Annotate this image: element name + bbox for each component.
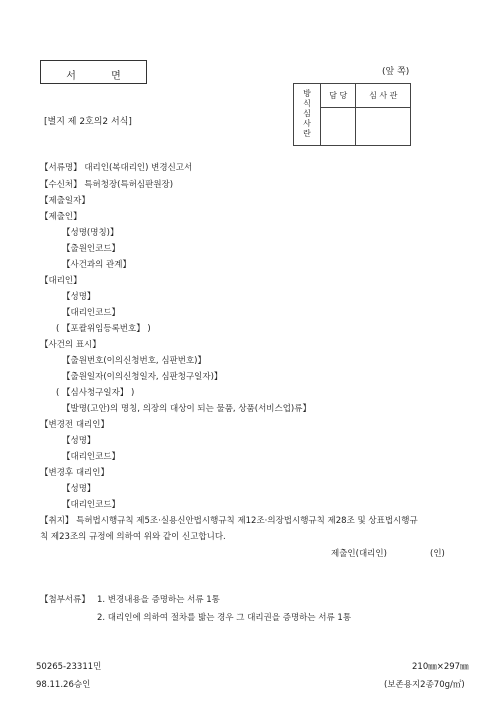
paper-size: 210㎜×297㎜ — [412, 662, 469, 672]
purpose-line-2: 칙 제23조의 규정에 의하여 위와 같이 신고합니다. — [40, 532, 226, 542]
line-invention-title: 【발명(고안)의 명칭, 의장의 대상이 되는 물품, 상품(서비스업)류】 — [62, 404, 311, 414]
approval-col2-header: 심 사 관 — [356, 84, 411, 108]
approval-method-label: 방식심사란 — [302, 88, 312, 139]
line-submitter: 【제출인】 — [40, 212, 82, 222]
line-application-number: 【출원번호(이의신청번호, 심판번호)】 — [62, 356, 206, 366]
line-old-agent-code: 【대리인코드】 — [62, 452, 121, 462]
form-title: 서 면 — [66, 71, 137, 82]
line-new-agent-name: 【성명】 — [62, 484, 96, 494]
attachment-item-2: 2. 대리인에 의하여 절차를 밟는 경우 그 대리권을 증명하는 서류 1통 — [97, 613, 352, 623]
approval-col1-header: 담 당 — [321, 84, 356, 108]
submitter-label: 제출인(대리인) — [331, 549, 387, 559]
line-application-date: 【출원일자(이의신청일자, 심판청구일자)】 — [62, 372, 223, 382]
footer-approval-date: 98.11.26승인 — [36, 680, 91, 690]
line-old-agent-name: 【성명】 — [62, 436, 96, 446]
line-old-agent: 【변경전 대리인】 — [40, 420, 109, 430]
seal-mark: (인) — [430, 549, 445, 559]
form-title-box — [40, 60, 147, 84]
line-applicant-code: 【출원인코드】 — [62, 244, 121, 254]
attachments-label: 【첨부서류】 — [40, 595, 90, 605]
line-agent-code: 【대리인코드】 — [62, 308, 121, 318]
line-relation: 【사건과의 관계】 — [62, 260, 131, 270]
approval-col2-cell — [356, 108, 411, 146]
line-case: 【사건의 표시】 — [40, 340, 101, 350]
purpose-line-1: 【취지】 특허법시행규칙 제5조·실용신안법시행규칙 제12조·의장법시행규칙 제28조 및 상표법시행규 — [40, 516, 418, 526]
line-agent-name: 【성명】 — [62, 292, 96, 302]
line-new-agent: 【변경후 대리인】 — [40, 468, 109, 478]
line-general-proxy: ( 【포괄위임등록번호】 ) — [56, 324, 151, 334]
footer-code: 50265-23311민 — [36, 662, 102, 672]
line-submit-date: 【제출일자】 — [40, 196, 90, 206]
paper-type: (보존용지2종70g/㎡) — [384, 680, 465, 690]
approval-method-cell — [294, 84, 321, 146]
line-exam-request-date: ( 【심사청구일자】 ) — [56, 388, 135, 398]
line-document-name: 【서류명】 대리인(복대리인) 변경신고서 — [40, 163, 193, 173]
line-new-agent-code: 【대리인코드】 — [62, 500, 121, 510]
approval-col1-cell — [321, 108, 356, 146]
page-side-label: (앞 쪽) — [382, 67, 410, 77]
line-submitter-name: 【성명(명칭)】 — [62, 228, 119, 238]
line-recipient: 【수신처】 특허청장(특허심판원장) — [40, 180, 174, 190]
approval-table — [293, 83, 411, 146]
attachment-item-1: 1. 변경내용을 증명하는 서류 1통 — [97, 595, 220, 605]
form-number: [별지 제 2호의2 서식] — [44, 117, 132, 127]
line-agent: 【대리인】 — [40, 276, 82, 286]
